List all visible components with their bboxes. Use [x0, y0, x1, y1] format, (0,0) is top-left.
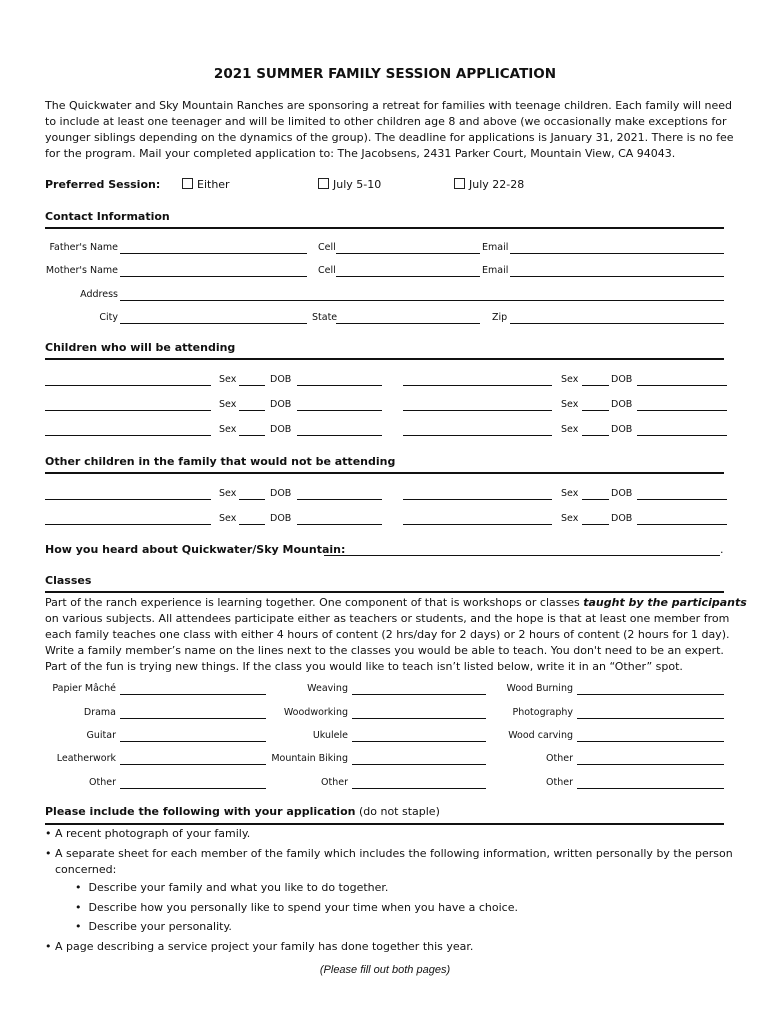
father-name-field[interactable] — [120, 253, 307, 254]
state-label: State — [312, 312, 338, 323]
sex-label: Sex — [219, 399, 237, 410]
sex-field[interactable] — [239, 499, 265, 500]
intro-line: to include at least one teenager and will be limited to other children age 8 and above (we occasionally make exceptions for — [45, 115, 727, 128]
include-subitem: • Describe your personality. — [75, 920, 232, 933]
mother-email-label: Email — [482, 265, 509, 276]
class-label: Photography — [512, 707, 573, 718]
intro-line: for the program. Mail your completed application to: The Jacobsens, 2431 Parker Court, Mountain View, CA 94043. — [45, 147, 676, 160]
session-option-july-22-28[interactable]: July 22-28 — [454, 177, 524, 193]
sex-label: Sex — [219, 424, 237, 435]
class-teacher-field[interactable] — [120, 764, 266, 765]
include-item: • A separate sheet for each member of the family which includes the following information, written personally by the person — [45, 847, 733, 860]
mother-cell-label: Cell — [318, 265, 336, 276]
include-item: • A page describing a service project your family has done together this year. — [45, 940, 474, 953]
classes-line: on various subjects. All attendees participate either as teachers or students, and the hope is that at least one member from — [45, 612, 730, 625]
page-title: 2021 SUMMER FAMILY SESSION APPLICATION — [213, 66, 557, 82]
child-name-field[interactable] — [45, 385, 211, 386]
zip-label: Zip — [492, 312, 508, 323]
checkbox[interactable] — [182, 178, 193, 189]
city-field[interactable] — [120, 323, 307, 324]
class-label: Weaving — [307, 683, 348, 694]
child-name-field[interactable] — [403, 410, 552, 411]
class-teacher-field[interactable] — [352, 694, 486, 695]
dob-field[interactable] — [297, 435, 382, 436]
other-children-heading: Other children in the family that would not be attending — [45, 455, 396, 468]
class-teacher-field[interactable] — [120, 718, 266, 719]
dob-label: DOB — [611, 374, 633, 385]
dob-label: DOB — [270, 513, 292, 524]
contact-heading: Contact Information — [45, 210, 170, 223]
class-label: Woodworking — [283, 707, 348, 718]
heard-about-label: How you heard about Quickwater/Sky Mountain: — [45, 543, 346, 556]
sex-field[interactable] — [582, 410, 609, 411]
class-teacher-field[interactable] — [577, 741, 724, 742]
include-subitem: • Describe how you personally like to spend your time when you have a choice. — [75, 901, 518, 914]
dob-label: DOB — [611, 513, 633, 524]
child-name-field[interactable] — [45, 435, 211, 436]
sex-field[interactable] — [239, 410, 265, 411]
sex-field[interactable] — [582, 524, 609, 525]
sex-field[interactable] — [239, 524, 265, 525]
heard-about-field[interactable] — [324, 555, 720, 556]
session-option-either[interactable]: Either — [182, 177, 230, 193]
include-subitem: • Describe your family and what you like to do together. — [75, 881, 389, 894]
sex-label: Sex — [561, 399, 579, 410]
intro-paragraph — [45, 98, 735, 162]
child-name-field[interactable] — [403, 435, 552, 436]
dob-label: DOB — [611, 488, 633, 499]
sex-field[interactable] — [582, 385, 609, 386]
class-label: Other — [89, 777, 116, 788]
class-label: Other — [546, 777, 573, 788]
class-teacher-field[interactable] — [352, 764, 486, 765]
other-child-name-field[interactable] — [403, 499, 552, 500]
class-label: Other — [321, 777, 348, 788]
include-item: • A recent photograph of your family. — [45, 827, 251, 840]
mother-name-label: Mother's Name — [45, 265, 118, 276]
dob-label: DOB — [270, 374, 292, 385]
sex-label: Sex — [219, 513, 237, 524]
include-heading: Please include the following with your application (do not staple) — [45, 805, 440, 818]
class-teacher-field[interactable] — [120, 788, 266, 789]
class-teacher-field[interactable] — [120, 694, 266, 695]
dob-field[interactable] — [637, 524, 727, 525]
children-heading: Children who will be attending — [45, 341, 236, 354]
intro-line: younger siblings depending on the dynamics of the group). The deadline for applications is January 31, 2021. There is no fee — [45, 131, 734, 144]
include-item-continued: concerned: — [55, 863, 117, 876]
child-name-field[interactable] — [403, 385, 552, 386]
mother-cell-field[interactable] — [336, 276, 480, 277]
class-label: Ukulele — [312, 730, 348, 741]
address-field[interactable] — [120, 300, 724, 301]
class-label: Drama — [83, 707, 116, 718]
classes-line: Part of the ranch experience is learning together. One component of that is workshops or classes taught by the participants — [45, 596, 747, 609]
intro-line: The Quickwater and Sky Mountain Ranches are sponsoring a retreat for families with teenage children. Each family will need — [45, 99, 733, 112]
other-child-name-field[interactable] — [45, 499, 211, 500]
mother-name-field[interactable] — [120, 276, 307, 277]
class-teacher-field[interactable] — [352, 718, 486, 719]
class-label: Wood carving — [508, 730, 573, 741]
city-label: City — [99, 312, 118, 323]
other-child-name-field[interactable] — [45, 524, 211, 525]
mother-email-field[interactable] — [510, 276, 724, 277]
class-teacher-field[interactable] — [352, 788, 486, 789]
child-name-field[interactable] — [45, 410, 211, 411]
other-child-name-field[interactable] — [403, 524, 552, 525]
class-label: Guitar — [86, 730, 116, 741]
father-name-label: Father's Name — [49, 242, 118, 253]
sex-label: Sex — [219, 374, 237, 385]
class-teacher-field[interactable] — [577, 788, 724, 789]
classes-line: each family teaches one class with either 4 hours of content (2 hrs/day for 2 days) or 2 hours of content (2 hours for 1 day). — [45, 628, 730, 641]
sex-label: Sex — [561, 488, 579, 499]
dob-field[interactable] — [637, 410, 727, 411]
sex-field[interactable] — [239, 385, 265, 386]
sex-field[interactable] — [582, 499, 609, 500]
checkbox[interactable] — [318, 178, 329, 189]
classes-line: Write a family member’s name on the lines next to the classes you would be able to teach. You don't need to be an expert. — [45, 644, 724, 657]
class-label: Papier Mâché — [52, 683, 116, 694]
class-teacher-field[interactable] — [120, 741, 266, 742]
class-label: Other — [546, 753, 573, 764]
dob-field[interactable] — [297, 385, 382, 386]
zip-field[interactable] — [510, 323, 724, 324]
dob-field[interactable] — [297, 410, 382, 411]
address-label: Address — [80, 289, 118, 300]
dob-label: DOB — [270, 488, 292, 499]
father-email-field[interactable] — [510, 253, 724, 254]
emphasis-text: taught by the participants — [583, 596, 747, 609]
dob-field[interactable] — [637, 385, 727, 386]
sex-label: Sex — [561, 513, 579, 524]
class-teacher-field[interactable] — [352, 741, 486, 742]
class-teacher-field[interactable] — [577, 764, 724, 765]
dob-label: DOB — [270, 399, 292, 410]
sex-label: Sex — [561, 374, 579, 385]
father-cell-label: Cell — [318, 242, 336, 253]
classes-heading: Classes — [45, 574, 92, 587]
heard-about-period: . — [720, 543, 724, 556]
checkbox[interactable] — [454, 178, 465, 189]
sex-field[interactable] — [239, 435, 265, 436]
father-email-label: Email — [482, 242, 509, 253]
class-label: Wood Burning — [506, 683, 573, 694]
dob-label: DOB — [611, 399, 633, 410]
sex-label: Sex — [561, 424, 579, 435]
classes-line: Part of the fun is trying new things. If the class you would like to teach isn’t listed below, write it in an “Other” spot. — [45, 660, 683, 673]
dob-field[interactable] — [637, 499, 727, 500]
sex-field[interactable] — [582, 435, 609, 436]
classes-paragraph — [45, 595, 747, 675]
father-cell-field[interactable] — [336, 253, 480, 254]
dob-field[interactable] — [297, 524, 382, 525]
class-label: Mountain Biking — [271, 753, 348, 764]
class-label: Leatherwork — [56, 753, 116, 764]
session-option-july-5-10[interactable]: July 5-10 — [318, 177, 381, 193]
class-teacher-field[interactable] — [577, 718, 724, 719]
dob-field[interactable] — [297, 499, 382, 500]
dob-label: DOB — [270, 424, 292, 435]
preferred-session-label: Preferred Session: — [45, 178, 161, 191]
dob-label: DOB — [611, 424, 633, 435]
page-footer-note: (Please fill out both pages) — [319, 964, 451, 976]
state-field[interactable] — [336, 323, 480, 324]
dob-field[interactable] — [637, 435, 727, 436]
sex-label: Sex — [219, 488, 237, 499]
class-teacher-field[interactable] — [577, 694, 724, 695]
